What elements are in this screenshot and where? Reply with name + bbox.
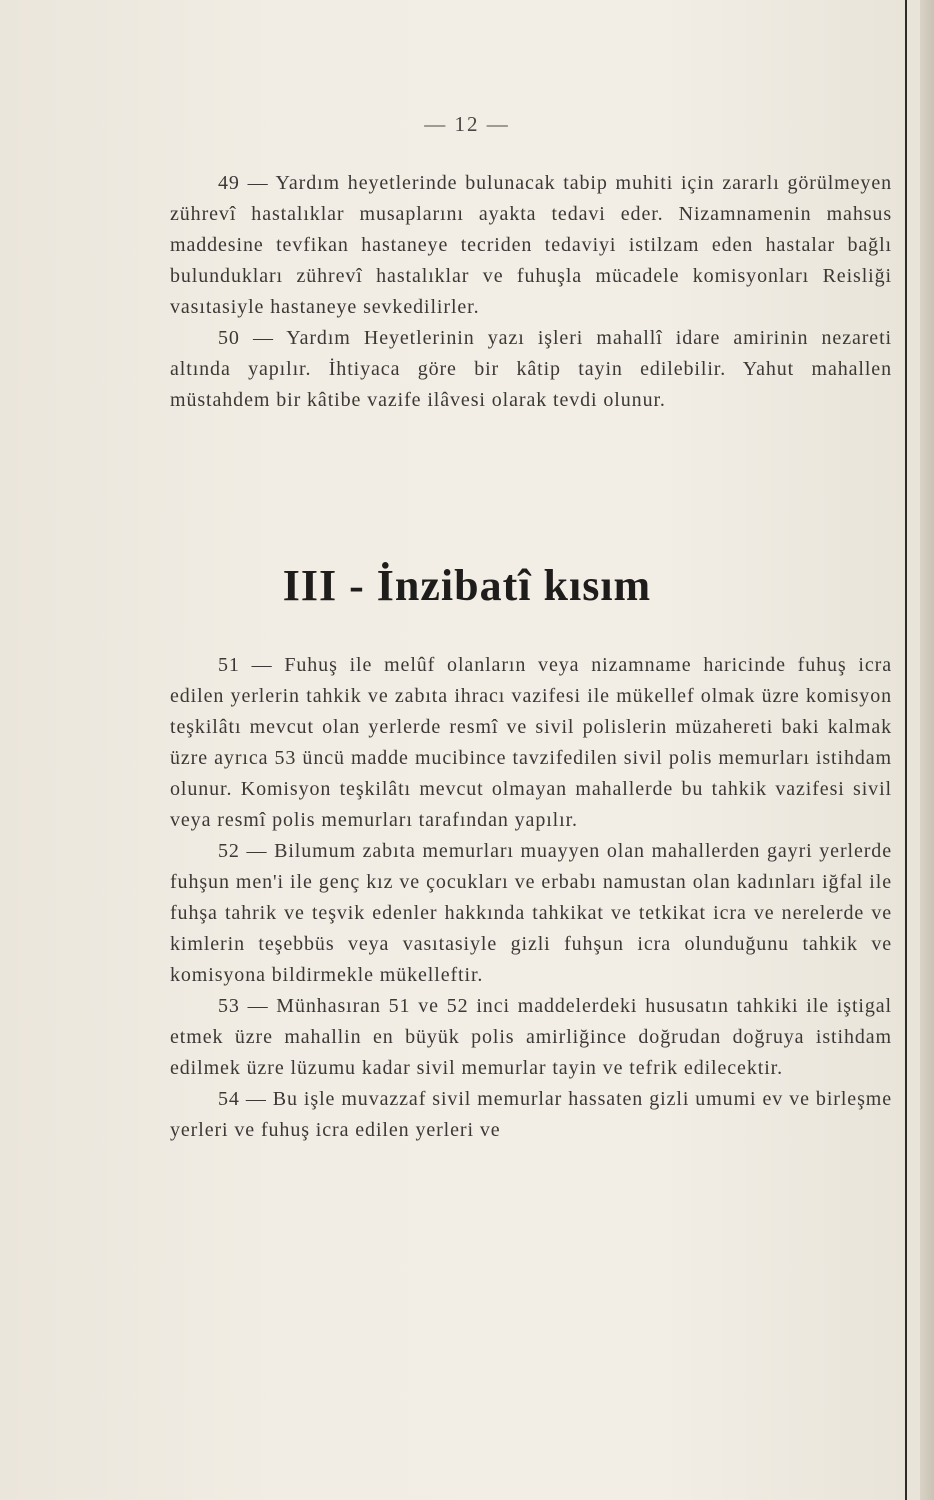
text-block-upper: [170, 168, 892, 416]
paragraph-50: 50 — Yardım Heyetlerinin yazı işleri mahallî idare amirinin nezareti altında yapılır. İhtiyaca göre bir kâtip tayin edilebilir. Yahut mahallen müstahdem bir kâtibe vazife ilâvesi olarak tevdi olunur.: [170, 327, 892, 411]
paragraph-49: 49 — Yardım heyetlerinde bulunacak tabip muhiti için zararlı görülmeyen zührevî hastalıklar musaplarını ayakta tedavi eder. Nizamnamenin mahsus maddesine tevfikan hastaneye tecriden tedaviyi istilzam eden hastalar bağlı bulundukları zührevî hastalıklar ve fuhuşla mücadele komisyonları Reisliği vasıtasiyle hastaneye sevkedilirler.: [170, 172, 892, 318]
page-edge: [920, 0, 934, 1500]
text-block-lower: [170, 650, 892, 1146]
paragraph-51: 51 — Fuhuş ile melûf olanların veya nizamname haricinde fuhuş icra edilen yerlerin tahkik ve zabıta ihracı vazifesi ile mükellef olmak üzre komisyon teşkilâtı mevcut olan yerlerde resmî ve sivil polislerin müzahereti baki kalmak üzre ayrıca 53 üncü madde mucibince tavzifedilen sivil polis memurları istihdam olunur. Komisyon teşkilâtı mevcut olmayan mahallerde bu tahkik vazifesi sivil veya resmî polis memurları tarafından yapılır.: [170, 654, 892, 831]
page-number: — 12 —: [424, 112, 510, 136]
binding-line: [905, 0, 907, 1500]
paragraph-52: 52 — Bilumum zabıta memurları muayyen olan mahallerden gayri yerlerde fuhşun men'i ile genç kız ve çocukları ve erbabı namustan olan kadınları iğfal ile fuhşa tahrik ve teşvik edenler hakkında tahkikat ve tetkikat icra ve nerelerde ve kimlerin teşebbüs veya vasıtasiyle gizli fuhşun icra olunduğunu tahkik ve komisyona bildirmekle mükelleftir.: [170, 840, 892, 986]
section-title: III - İnzibatî kısım: [282, 561, 652, 610]
paragraph-54: 54 — Bu işle muvazzaf sivil memurlar hassaten gizli umumi ev ve birleşme yerleri ve fuhuş icra edilen yerleri ve: [170, 1088, 892, 1141]
paragraph-53: 53 — Münhasıran 51 ve 52 inci maddelerdeki hususatın tahkiki ile iştigal etmek üzre mahallin en büyük polis amirliğince doğrudan doğruya istihdam edilmek üzre lüzumu kadar sivil memurlar tayin ve tefrik edilecektir.: [170, 995, 892, 1079]
